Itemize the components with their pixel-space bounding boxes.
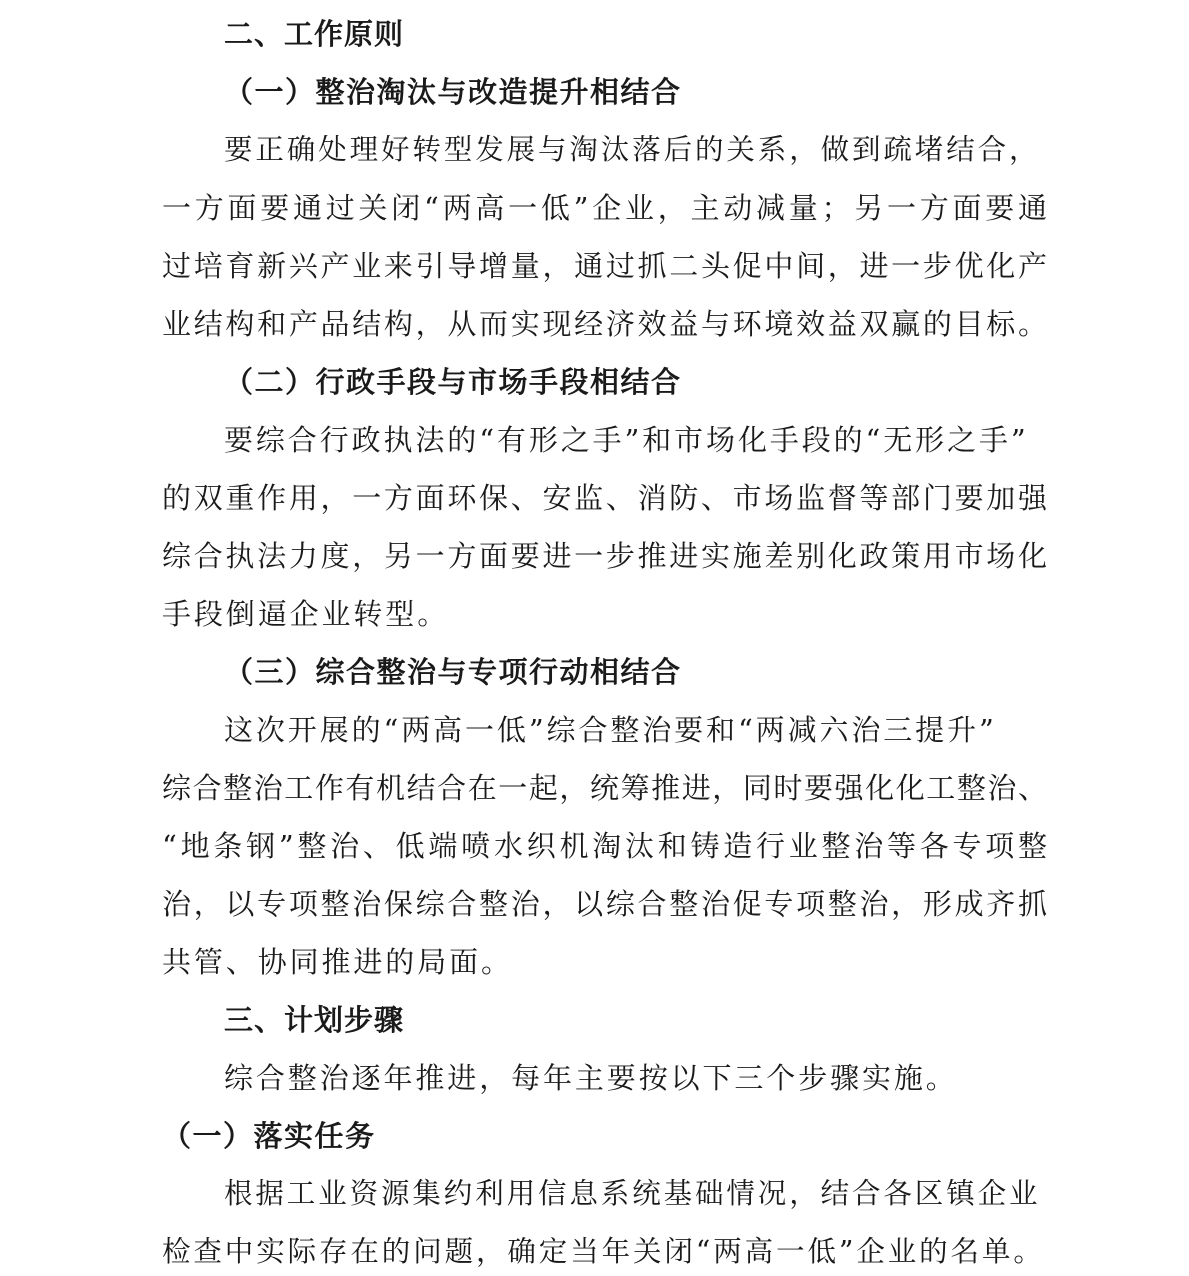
paragraph-line: 这次开展的“两高一低”综合整治要和“两减六治三提升” [224,713,997,747]
paragraph-line: 的双重作用，一方面环保、安监、消防、市场监督等部门要加强 [162,481,1047,515]
paragraph-line: 手段倒逼企业转型。 [162,597,450,631]
paragraph-line: 综合执法力度，另一方面要进一步推进实施差别化政策用市场化 [162,539,1047,573]
paragraph-line: 综合整治工作有机结合在一起，统筹推进，同时要强化化工整治、 [162,771,1047,805]
paragraph-line: 过培育新兴产业来引导增量，通过抓二头促中间，进一步优化产 [162,249,1047,283]
subheading-principle-2: （二）行政手段与市场手段相结合 [224,365,682,399]
subheading-step-1: （一）落实任务 [162,1119,376,1153]
paragraph-line: 根据工业资源集约利用信息系统基础情况，结合各区镇企业 [224,1177,1041,1210]
paragraph-line: 共管、协同推进的局面。 [162,945,513,979]
paragraph-line: 综合整治逐年推进，每年主要按以下三个步骤实施。 [224,1061,958,1095]
paragraph-line: 业结构和产品结构，从而实现经济效益与环境效益双赢的目标。 [162,307,1047,341]
paragraph-line: 要综合行政执法的“有形之手”和市场化手段的“无形之手” [224,423,1029,457]
section-heading-plan-steps: 三、计划步骤 [224,1003,405,1037]
paragraph-line: 一方面要通过关闭“两高一低”企业，主动减量；另一方面要通 [162,191,1047,225]
paragraph-line: “地条钢”整治、低端喷水织机淘汰和铸造行业整治等各专项整 [162,829,1047,863]
subheading-principle-1: （一）整治淘汰与改造提升相结合 [224,75,682,109]
paragraph-line: 要正确处理好转型发展与淘汰落后的关系，做到疏堵结合， [224,133,1041,166]
subheading-principle-3: （三）综合整治与专项行动相结合 [224,655,682,689]
paragraph-line: 治，以专项整治保综合整治，以综合整治促专项整治，形成齐抓 [162,887,1047,921]
paragraph-line: 检查中实际存在的问题，确定当年关闭“两高一低”企业的名单。 [162,1235,1045,1268]
section-heading-work-principles: 二、工作原则 [224,17,405,51]
